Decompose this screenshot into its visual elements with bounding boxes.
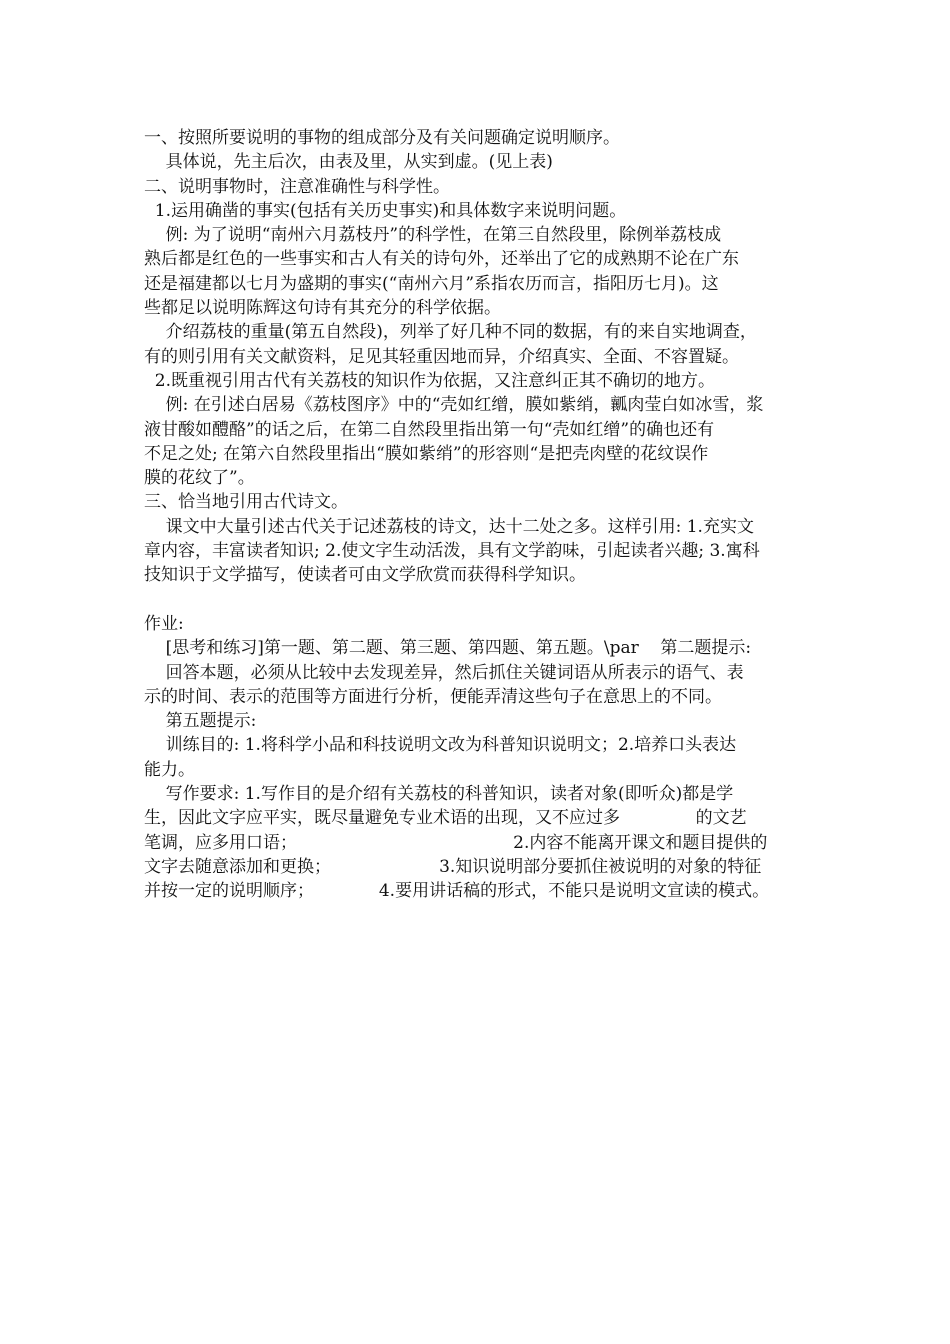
text-line: 并按一定的说明顺序； 4.要用讲话稿的形式，不能只是说明文宣读的模式。 <box>144 881 770 902</box>
text-line: 生，因此文字应平实，既尽量避免专业术语的出现，又不应过多 的文艺 <box>144 808 747 829</box>
text-line: 不足之处; 在第六自然段里指出“膜如紫绡”的形容则“是把壳肉壁的花纹误作 <box>144 443 709 464</box>
text-line: 第五题提示: <box>144 711 257 732</box>
text-line: 2.既重视引用古代有关荔枝的知识作为依据，又注意纠正其不确切的地方。 <box>144 370 716 391</box>
text-line: 能力。 <box>144 759 195 780</box>
text-line: 笔调，应多用口语； 2.内容不能离开课文和题目提供的 <box>144 832 768 853</box>
text-line: 例: 为了说明“南州六月荔枝丹”的科学性，在第三自然段里，除例举荔枝成 <box>144 225 722 246</box>
text-line: 训练目的: 1.将科学小品和科技说明文改为科普知识说明文；2.培养口头表达 <box>144 735 737 756</box>
text-line: 示的时间、表示的范围等方面进行分析，便能弄清这些句子在意思上的不同。 <box>144 686 722 707</box>
text-line: 液甘酸如醴酪”的话之后，在第二自然段里指出第一句“壳如红缯”的确也还有 <box>144 419 715 440</box>
text-line: 例: 在引述白居易《荔枝图序》中的“壳如红缯，膜如紫绡，瓤肉莹白如冰雪，浆 <box>144 395 764 416</box>
text-line: 回答本题，必须从比较中去发现差异，然后抓住关键词语从所表示的语气、表 <box>144 662 744 683</box>
text-line: 还是福建都以七月为盛期的事实(“南州六月”系指农历而言，指阳历七月)。这 <box>144 273 719 294</box>
text-line: 膜的花纹了”。 <box>144 468 255 489</box>
text-line: 一、按照所要说明的事物的组成部分及有关问题确定说明顺序。 <box>144 128 620 148</box>
text-line: 文字去随意添加和更换； 3.知识说明部分要抓住被说明的对象的特征 <box>144 856 762 877</box>
text-line: 课文中大量引述古代关于记述荔枝的诗文，达十二处之多。这样引用: 1.充实文 <box>144 516 754 537</box>
text-line: 二、说明事物时，注意准确性与科学性。 <box>144 176 450 197</box>
text-line: 作业: <box>144 613 184 634</box>
text-line: 有的则引用有关文献资料，足见其轻重因地而异，介绍真实、全面、不容置疑。 <box>144 346 739 367</box>
text-line: 三、恰当地引用古代诗文。 <box>144 492 348 513</box>
text-line: 些都足以说明陈辉这句诗有其充分的科学依据。 <box>144 298 501 319</box>
text-line: 具体说，先主后次，由表及里，从实到虚。(见上表) <box>144 152 553 173</box>
text-line: 章内容，丰富读者知识; 2.使文字生动活泼，具有文学韵味，引起读者兴趣; 3.寓科 <box>144 541 760 562</box>
text-line: 写作要求: 1.写作目的是介绍有关荔枝的科普知识，读者对象(即听众)都是学 <box>144 784 734 805</box>
text-line: [思考和练习]第一题、第二题、第三题、第四题、第五题。\par 第二题提示: <box>144 638 752 659</box>
text-line: 熟后都是红色的一些事实和古人有关的诗句外，还举出了它的成熟期不论在广东 <box>144 249 739 270</box>
text-line: 介绍荔枝的重量(第五自然段)，列举了好几种不同的数据，有的来自实地调查， <box>144 322 757 343</box>
document-body <box>144 126 824 904</box>
text-line: 1.运用确凿的事实(包括有关历史事实)和具体数字来说明问题。 <box>144 200 627 221</box>
text-line: 技知识于文学描写，使读者可由文学欣赏而获得科学知识。 <box>144 565 586 586</box>
blank-line <box>144 588 824 612</box>
